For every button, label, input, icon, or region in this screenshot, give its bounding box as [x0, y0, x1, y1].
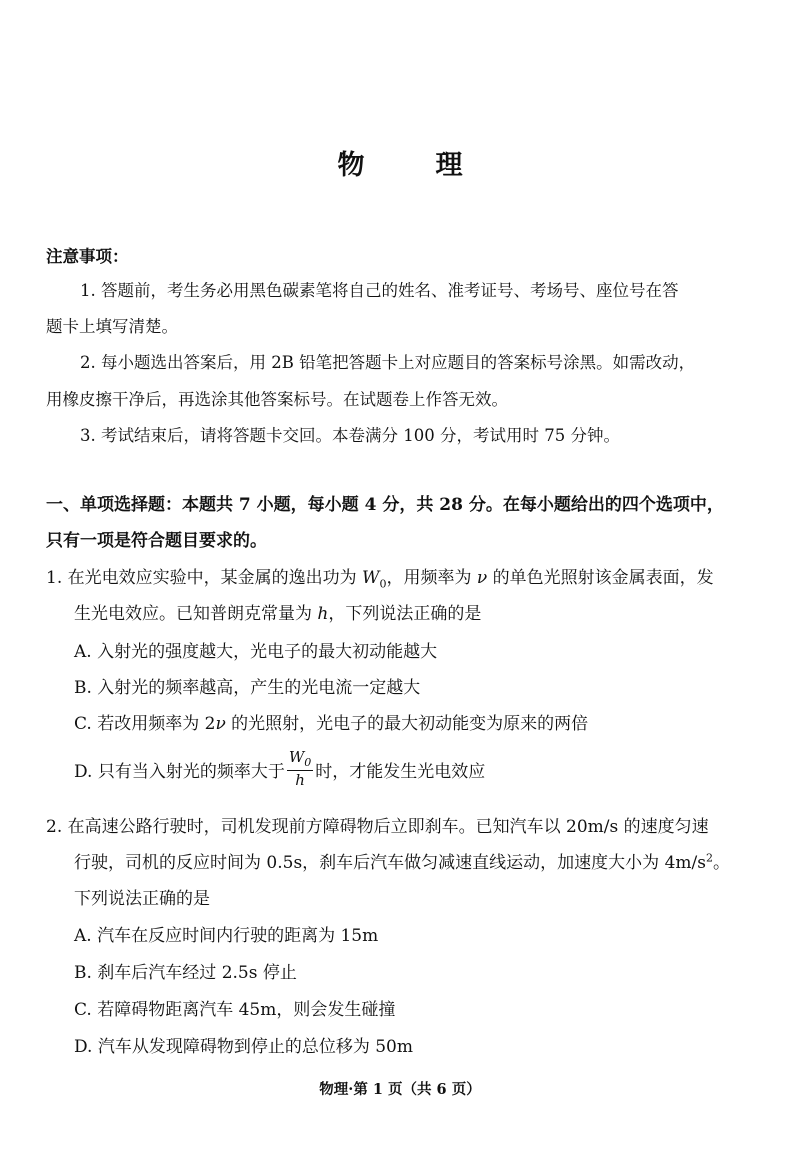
q1-text-a: 1. 在光电效应实验中，某金属的逸出功为	[46, 568, 363, 588]
q1-text-b: ，用频率为	[386, 568, 477, 588]
q1-text-c: 的单色光照射该金属表面，发	[487, 568, 714, 588]
fraction-w0-over-h	[287, 750, 313, 788]
question-1-option-b: B. 入射光的频率越高，产生的光电流一定越大	[74, 678, 421, 698]
fraction-denominator: h	[295, 771, 305, 789]
question-2-option-a: A. 汽车在反应时间内行驶的距离为 15m	[74, 926, 379, 946]
q1-h-symbol: h	[317, 604, 329, 624]
q1-nu-symbol: ν	[476, 568, 488, 588]
question-1-option-a: A. 入射光的强度越大，光电子的最大初动能越大	[74, 642, 438, 662]
q2-squared: 2	[705, 851, 713, 865]
section-1-heading-line-2: 只有一项是符合题目要求的。	[46, 531, 267, 551]
question-1-stem-line-2	[74, 599, 481, 624]
notice-heading: 注意事项：	[46, 247, 129, 266]
notice-item-2-line-2: 用橡皮擦干净后，再选涂其他答案标号。在试题卷上作答无效。	[46, 390, 508, 409]
q1-text-e: ，下列说法正确的是	[328, 604, 482, 624]
q1-option-c-text-a: C. 若改用频率为 2	[74, 714, 216, 734]
page-footer: 物理·第 1 页（共 6 页）	[319, 1081, 481, 1098]
q1-option-d-text-a: D. 只有当入射光的频率大于	[74, 761, 285, 782]
fraction-numerator: $W_0$	[288, 748, 312, 769]
question-2-stem-line-3: 下列说法正确的是	[74, 889, 210, 909]
q2-text-a: 行驶，司机的反应时间为 0.5s，刹车后汽车做匀减速直线运动，加速度大小为 4m/s	[74, 853, 706, 873]
section-1-heading-line-1: 一、单项选择题：本题共 7 小题，每小题 4 分，共 28 分。在每小题给出的四个选项中，	[46, 495, 724, 515]
q1-option-c-nu: ν	[215, 714, 226, 734]
notice-item-3-line-1: 3. 考试结束后，请将答题卡交回。本卷满分 100 分，考试用时 75 分钟。	[80, 426, 620, 445]
question-2-option-d: D. 汽车从发现障碍物到停止的总位移为 50m	[74, 1037, 413, 1057]
question-2-option-b: B. 刹车后汽车经过 2.5s 停止	[74, 963, 297, 983]
q1-w-subscript: 0	[379, 577, 387, 591]
q1-option-d-text-b: 时，才能发生光电效应	[315, 761, 486, 782]
notice-item-1-line-2: 题卡上填写清楚。	[46, 317, 178, 336]
q1-w-symbol: W	[362, 568, 380, 588]
q1-text-d: 生光电效应。已知普朗克常量为	[74, 604, 318, 624]
question-1-option-d	[74, 744, 485, 794]
question-1-stem-line-1	[46, 563, 714, 590]
question-2-stem-line-2	[74, 848, 730, 873]
q2-text-b: 。	[712, 853, 730, 873]
question-1-option-c	[74, 709, 588, 734]
notice-item-2-line-1: 2. 每小题选出答案后，用 2B 铅笔把答题卡上对应题目的答案标号涂黑。如需改动，	[80, 353, 696, 372]
question-2-option-c: C. 若障碍物距离汽车 45m，则会发生碰撞	[74, 1000, 396, 1020]
question-2-stem-line-1: 2. 在高速公路行驶时，司机发现前方障碍物后立即刹车。已知汽车以 20m/s 的速度匀速	[46, 817, 709, 837]
q1-option-c-text-b: 的光照射，光电子的最大初动能变为原来的两倍	[225, 714, 589, 734]
notice-item-1-line-1: 1. 答题前，考生务必用黑色碳素笔将自己的姓名、准考证号、考场号、座位号在答	[80, 281, 679, 300]
page-title: 物 理	[337, 150, 485, 181]
